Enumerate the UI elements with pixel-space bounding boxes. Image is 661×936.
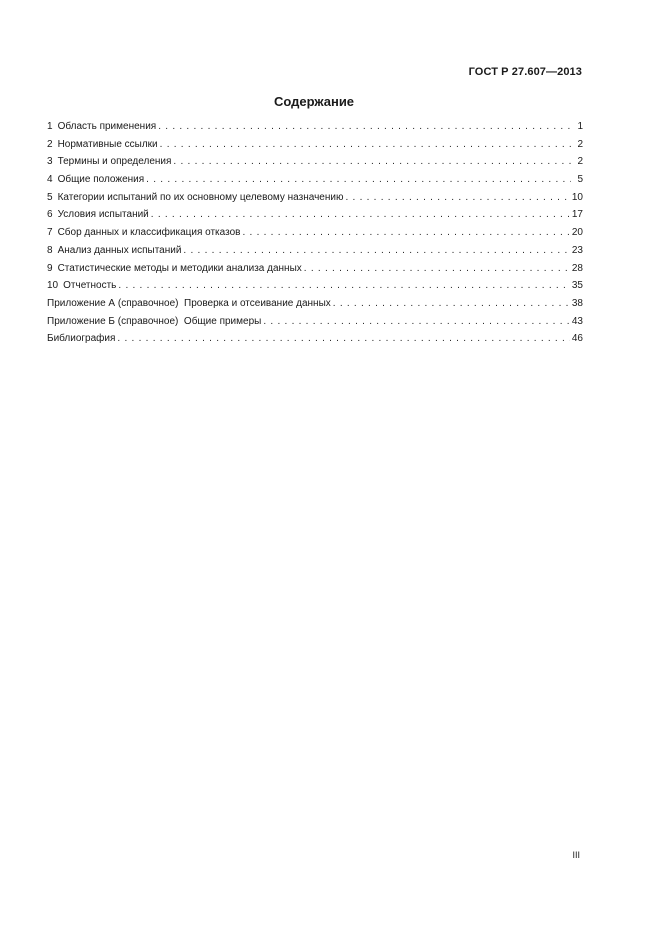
toc-entry[interactable] [47, 245, 583, 263]
toc-dot-leader [158, 121, 571, 132]
toc-dot-leader [263, 316, 570, 327]
toc-entry-label: Нормативные ссылки [57, 138, 158, 150]
toc-entry[interactable] [47, 333, 583, 351]
toc-entry-page: 1 [577, 121, 583, 132]
toc-entry-label: Отчетность [63, 280, 117, 292]
table-of-contents [47, 121, 583, 351]
toc-entry[interactable] [47, 121, 583, 139]
toc-entry-number: 7 [47, 227, 53, 239]
toc-entry-page: 17 [571, 209, 583, 221]
toc-entry-page: 10 [571, 191, 583, 203]
toc-entry[interactable] [47, 316, 583, 334]
toc-entry[interactable] [47, 192, 583, 210]
toc-entry[interactable] [47, 209, 583, 227]
toc-entry-number: 3 [47, 156, 53, 168]
toc-entry-page: 23 [571, 244, 583, 256]
toc-entry-page: 43 [571, 315, 583, 327]
toc-entry-label: Библиография [47, 333, 116, 345]
toc-entry-page: 28 [571, 262, 583, 274]
toc-title: Содержание [273, 94, 355, 109]
toc-entry-number: 2 [47, 138, 53, 150]
toc-dot-leader [118, 280, 569, 291]
toc-entry-number: 6 [47, 209, 53, 221]
toc-entry-page: 2 [577, 156, 583, 168]
toc-dot-leader [117, 333, 569, 344]
toc-entry[interactable] [47, 263, 583, 281]
toc-entry-label: Категории испытаний по их основному целевому назначению [57, 191, 344, 203]
toc-entry[interactable] [47, 156, 583, 174]
toc-dot-leader [345, 192, 569, 203]
toc-dot-leader [173, 156, 571, 167]
toc-entry-label: Приложение А (справочное) Проверка и отсеивание данных [47, 297, 331, 309]
toc-entry[interactable] [47, 174, 583, 192]
toc-entry-number: 10 [47, 280, 59, 292]
toc-entry-number: 5 [47, 191, 53, 203]
toc-entry[interactable] [47, 227, 583, 245]
toc-entry[interactable] [47, 280, 583, 298]
page-number: III [572, 850, 580, 860]
document-code: ГОСТ Р 27.607—2013 [468, 66, 582, 78]
toc-entry-page: 46 [571, 333, 583, 345]
toc-dot-leader [160, 139, 571, 150]
toc-entry-number: 8 [47, 244, 53, 256]
toc-entry-page: 38 [571, 297, 583, 309]
toc-dot-leader [333, 298, 570, 309]
toc-entry-label: Область применения [57, 121, 157, 132]
toc-entry-label: Термины и определения [57, 156, 172, 168]
toc-entry-label: Приложение Б (справочное) Общие примеры [47, 315, 262, 327]
toc-entry[interactable] [47, 298, 583, 316]
toc-dot-leader [183, 245, 569, 256]
toc-dot-leader [304, 263, 570, 274]
toc-entry-page: 20 [571, 227, 583, 239]
toc-dot-leader [242, 227, 569, 238]
toc-entry-label: Статистические методы и методики анализа данных [57, 262, 302, 274]
toc-entry-label: Анализ данных испытаний [57, 244, 182, 256]
toc-dot-leader [146, 174, 571, 185]
toc-dot-leader [151, 209, 570, 220]
toc-entry-page: 2 [577, 138, 583, 150]
toc-entry-label: Условия испытаний [57, 209, 149, 221]
toc-entry[interactable] [47, 139, 583, 157]
toc-entry-number: 4 [47, 174, 53, 186]
toc-entry-label: Общие положения [57, 174, 145, 186]
toc-entry-label: Сбор данных и классификация отказов [57, 227, 241, 239]
toc-entry-number: 9 [47, 262, 53, 274]
toc-entry-page: 5 [577, 174, 583, 186]
toc-entry-number: 1 [47, 121, 53, 132]
toc-entry-page: 35 [571, 280, 583, 292]
